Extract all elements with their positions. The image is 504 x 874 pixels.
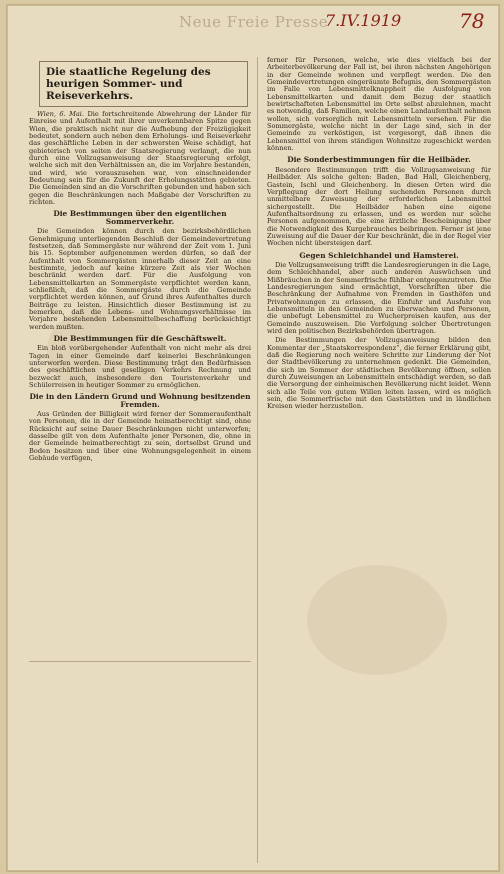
section-heading: Die in den Ländern Grund und Wohnung besitzenden Fremden.	[29, 392, 251, 409]
left-column	[29, 57, 251, 657]
section-heading: Die Bestimmungen über den eigentlichen Sommerverkehr.	[53, 209, 227, 226]
article-intro	[29, 111, 251, 206]
section-text: Besondere Bestimmungen trifft die Vollzugsanweisung für Heilbäder. Als solche gelten: Baden, Bad Hall, Gleichenberg, Gastein, Ischl und Gleichenberg. In diesen Orten wird die Verpflegung der dort Heilung suchenden Personen durch unmittelbare Zuweisung der erforderlichen Lebensmittel sichergestellt. Die Heilbäder haben eine eigene Aufenthaltsordnung zu erlassen, und es werden nur solche Personen aufgenommen, die eine ärztliche Bescheinigung über die Notwendigkeit des Kurgebrauches beibringen. Ferner ist jene Zuweisung auf die Dauer der Kur beschränkt, die in der Regel vier Wochen nicht übersteigen darf.	[267, 165, 491, 248]
article-title: Die staatliche Regelung des heurigen Sommer- und Reiseverkehrs.	[39, 61, 248, 107]
handwritten-number: 78	[459, 9, 485, 33]
section-text: Ein bloß vorübergehender Aufenthalt von nicht mehr als drei Tagen in einer Gemeinde darf keinerlei Beschränkungen unterworfen werden. Diese Bestimmung trägt den Bedürfnissen des geschäftlichen und geselligen Verkehrs Rechnung und bezweckt auch, insbesondere den Touristenverkehr und Schülerreisen in heutiger Sommer zu ermöglichen.	[29, 344, 251, 390]
column-divider	[257, 57, 258, 863]
section-text: Die Gemeinden können durch den bezirksbehördlichen Genehmigung unterliegenden Beschluß der Gemeindevertretung festsetzen, daß Sommergäste nur während der Zeit vom 1. Juni bis 15. September aufgenommen werden dürfen, so daß der Aufenthalt von Sommergästen innerhalb dieser Zeit an eine bestimmte, jedoch auf keine kürzere Zeit als vier Wochen beschränkt werden darf. Für die Ausfolgung von Lebensmittelkarten an Sommergäste verpflichtet werden kann, schließlich, daß die Sommergäste durch die Gemeinde verpflichtet werden können, auf Grund ihres Aufenthaltes durch Beiträge zu leisten. Hinsichtlich dieser Bestimmung ist zu bemerken, daß die Lebens- und Wohnungsverhältnisse im Vorjahre bestehenden Lebensmittelbeschaffung berücksichtigt werden mußten.	[29, 227, 251, 331]
intro-text: Die fortschreitende Abwehrung der Länder für Einreise und Aufenthalt mit ihrer unverkennbaren Spitze gegen Wien, die praktisch nicht nur die Aufhebung der Freizügigkeit bedeutet, sondern auch neben dem Erholungs- und Reiseverkehr das geschäftliche Leben in der schwersten Weise schädigt, hat gebieterisch von seiten der Staatsregierung verlangt, die nun durch eine Vollzugsanweisung der Staatsregierung erfolgt, welche sich mit den Verhältnissen an, die im Vorjahre bestanden, und wird, wie vorauszusehen war, von einschneidender Bedeutung sein für die Zukunft der Erholungsstätten gebieten. Die Gemeinden sind an die Vorschriften gebunden und haben sich gegen die Beschränkungen nach Maßgabe der Vorschriften zu richten.	[29, 110, 251, 207]
section-heading: Die Sonderbestimmungen für die Heilbäder.	[287, 155, 471, 165]
section-text: Die Vollzugsanweisung trifft die Landesregierungen in die Lage, dem Schleichhandel, aber auch anderen Auswüchsen und Mißbräuchen in der Sommerfrische fühlbar entgegenzutreten. Die Landesregierungen sind ermächtigt, Vorschriften über die Beschränkung der Aufnahme von Fremden in Gasthöfen und Privatwohnungen zu erlassen, die Einfuhr und Ausfuhr von Lebensmitteln in den Gemeinden zu überwachen und Personen, die unbefugt Lebensmittel zu Wucherpreisen kaufen, aus der Gemeinde auszuweisen. Die Verfolgung solcher Übertretungen wird den politischen Bezirksbehörden übertragen.	[267, 260, 491, 336]
section-heading: Die Bestimmungen für die Geschäftswelt.	[53, 333, 227, 343]
handwritten-date: 7.IV.1919	[325, 11, 402, 30]
paper-name: Neue Freie Presse	[179, 13, 329, 31]
section-text: Die Bestimmungen der Vollzugsanweisung bilden den Kommentar der „Staatskorrespondenz“, die ferner Erklärung gibt, daß die Regierung noch weitere Schritte zur Linderung der Not der Stadtbevölkerung zu unternehmen gedenkt. Die Gemeinden, die sich im Sommer der städtischen Bevölkerung öffnen, sollen durch Zuweisungen an Lebensmitteln entschädigt werden, so daß die Versorgung der einheimischen Bevölkerung nicht leidet. Wenn sich alle Teile von gutem Willen leiten lassen, wird es möglich sein, die Sommerfrische mit den Gaststätten und in ländlichen Kreisen wieder herzustellen.	[267, 336, 491, 411]
right-intro-text: ferner für Personen, welche, wie dies vielfach bei der Arbeiterbevölkerung der Fall ist, bei ihren nächsten Angehörigen in der Gemeinde wohnen und verpflegt werden. Die den Gemeindevertretungen eingeräumte Befugnis, den Sommergästen im Falle von Lebensmittelknappheit die Ausfolgung von Lebensmittelkarten und damit dem Bezug der staatlich bewirtschafteten Lebensmittel im Orte selbst abzulehnen, macht es notwendig, daß Familien, welche einen Landaufenthalt nehmen wollen, sich vorsorglich mit Lebensmitteln versehen. Für die Sommergäste, welche nicht in der Lage sind, sich in der Gemeinde zu verköstigen, ist vorgesorgt, daß ihnen die Lebensmittel von ihrem ständigen Wohnsitze zugeschickt werden können.	[267, 57, 491, 153]
clipping-edge	[29, 661, 251, 662]
newspaper-clipping	[6, 4, 500, 872]
section-heading: Gegen Schleichhandel und Hamsterei.	[299, 250, 459, 260]
dateline: Wien, 6. Mai.	[37, 110, 85, 118]
section-text: Aus Gründen der Billigkeit wird ferner der Sommeraufenthalt von Personen, die in der Gemeinde heimatberechtigt sind, ohne Rücksicht auf seine Dauer Beschränkungen nicht unterworfen; dasselbe gilt von dem Aufenthalte jener Personen, die, ohne in der Gemeinde heimatberechtigt zu sein, dortselbst Grund und Boden besitzen und über eine Wohnungsgelegenheit in einem Gebäude verfügen,	[29, 410, 251, 463]
masthead	[7, 11, 499, 51]
right-column	[267, 57, 491, 863]
